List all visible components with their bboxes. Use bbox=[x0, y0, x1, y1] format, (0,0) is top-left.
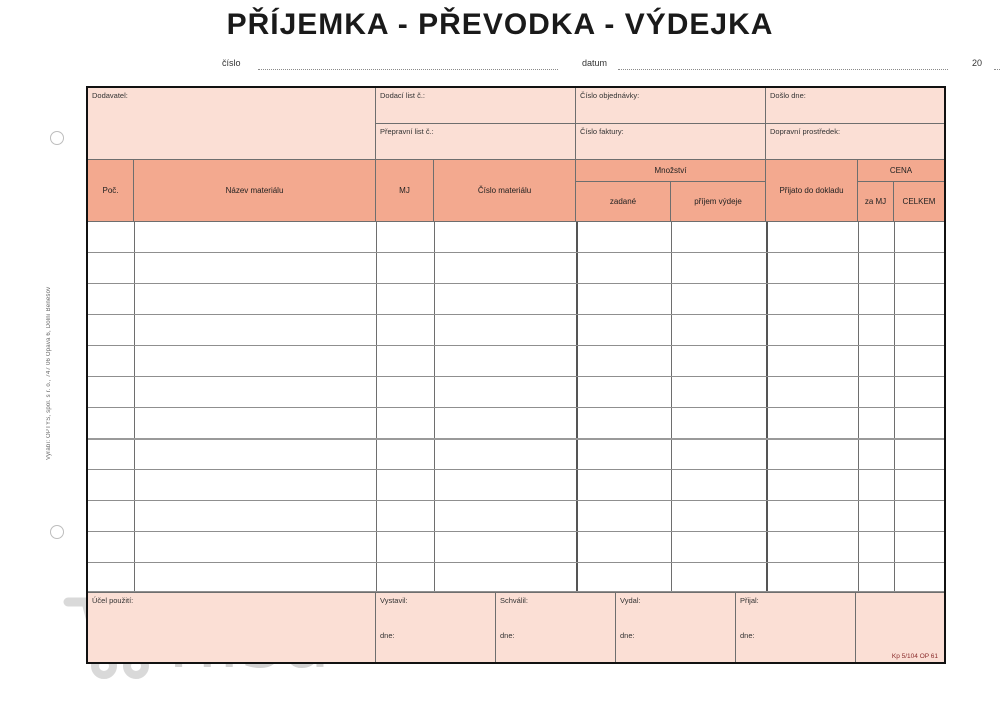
col-header-mj-label: MJ bbox=[399, 186, 410, 195]
col-header-cena bbox=[858, 160, 944, 182]
table-row[interactable] bbox=[88, 252, 944, 253]
cislo-input[interactable] bbox=[258, 69, 558, 70]
table-row[interactable] bbox=[88, 283, 944, 284]
side-note: Vyrábí: OPTYS, spol. s r. o., 747 06 Opava 6, Dolní Benešov bbox=[46, 286, 52, 460]
rok-label: 20 bbox=[972, 58, 983, 68]
col-header-cislo-materialu bbox=[434, 160, 576, 222]
field-ucel-pouziti[interactable] bbox=[88, 592, 376, 662]
col-header-mnozstvi-label: Množství bbox=[654, 166, 687, 175]
field-dodaci-list-label: Dodací list č.: bbox=[380, 91, 426, 100]
field-dopravni-prostredek[interactable] bbox=[766, 124, 944, 160]
table-row[interactable] bbox=[88, 438, 944, 440]
col-header-nazev-label: Název materiálu bbox=[225, 186, 284, 195]
field-prijal-date-label: dne: bbox=[740, 631, 755, 640]
col-header-mj bbox=[376, 160, 434, 222]
field-doslo-dne[interactable] bbox=[766, 88, 944, 124]
table-row[interactable] bbox=[88, 376, 944, 377]
col-header-cena-za-mj-label: za MJ bbox=[864, 197, 887, 206]
field-dodavatel[interactable] bbox=[88, 88, 376, 160]
col-header-cena-celkem bbox=[894, 182, 944, 222]
field-vystavil-label: Vystavil: bbox=[380, 596, 408, 605]
datum-input[interactable] bbox=[618, 69, 948, 70]
meta-line bbox=[200, 56, 983, 74]
table-row[interactable] bbox=[88, 531, 944, 532]
cislo-label: číslo bbox=[222, 58, 241, 68]
field-vystavil-date-label: dne: bbox=[380, 631, 395, 640]
col-header-poc-label: Poč. bbox=[102, 186, 119, 195]
table-row[interactable] bbox=[88, 407, 944, 408]
form-frame bbox=[86, 86, 946, 664]
field-cislo-faktury-label: Číslo faktury: bbox=[580, 127, 624, 136]
field-prepravni-list[interactable] bbox=[376, 124, 576, 160]
col-header-prijato bbox=[766, 160, 858, 222]
col-header-cena-za-mj bbox=[858, 182, 894, 222]
field-ucel-pouziti-label: Účel použití: bbox=[92, 596, 134, 605]
col-header-cena-label: CENA bbox=[889, 166, 913, 175]
table-row[interactable] bbox=[88, 314, 944, 315]
field-cislo-objednavky[interactable] bbox=[576, 88, 766, 124]
field-vydal[interactable] bbox=[616, 592, 736, 662]
field-schvalil[interactable] bbox=[496, 592, 616, 662]
field-schvalil-date-label: dne: bbox=[500, 631, 515, 640]
field-prijal[interactable] bbox=[736, 592, 856, 662]
field-dodavatel-label: Dodavatel: bbox=[92, 91, 128, 100]
punch-hole-bottom bbox=[50, 525, 64, 539]
field-vydal-label: Vydal: bbox=[620, 596, 641, 605]
col-header-cena-celkem-label: CELKEM bbox=[902, 197, 936, 206]
col-header-prijato-label: Přijato do dokladu bbox=[779, 186, 844, 195]
table-row[interactable] bbox=[88, 500, 944, 501]
table-row[interactable] bbox=[88, 345, 944, 346]
col-header-mnozstvi-prijem-label: příjem výdeje bbox=[694, 197, 742, 206]
col-header-poc bbox=[88, 160, 134, 222]
field-prijal-label: Přijal: bbox=[740, 596, 759, 605]
field-cislo-objednavky-label: Číslo objednávky: bbox=[580, 91, 640, 100]
col-header-cislo-materialu-label: Číslo materiálu bbox=[477, 186, 532, 195]
col-header-mnozstvi-zadane-label: zadané bbox=[609, 197, 637, 206]
field-cislo-faktury[interactable] bbox=[576, 124, 766, 160]
table-row[interactable] bbox=[88, 562, 944, 563]
field-vystavil[interactable] bbox=[376, 592, 496, 662]
field-vydal-date-label: dne: bbox=[620, 631, 635, 640]
col-header-nazev bbox=[134, 160, 376, 222]
datum-label: datum bbox=[582, 58, 608, 68]
field-dodaci-list[interactable] bbox=[376, 88, 576, 124]
col-header-mnozstvi bbox=[576, 160, 766, 182]
table-body bbox=[88, 222, 944, 592]
rok-input[interactable] bbox=[994, 69, 1000, 70]
table-row[interactable] bbox=[88, 469, 944, 470]
field-doslo-dne-label: Došlo dne: bbox=[770, 91, 806, 100]
field-prepravni-list-label: Přepravní list č.: bbox=[380, 127, 434, 136]
page-title: PŘÍJEMKA - PŘEVODKA - VÝDEJKA bbox=[226, 8, 774, 41]
col-header-mnozstvi-zadane bbox=[576, 182, 671, 222]
field-dopravni-prostredek-label: Dopravní prostředek: bbox=[770, 127, 841, 136]
footer-code: Kp 5/104 OP 61 bbox=[891, 653, 938, 660]
col-header-mnozstvi-prijem bbox=[671, 182, 766, 222]
field-footer-blank[interactable] bbox=[856, 592, 944, 662]
field-schvalil-label: Schválil: bbox=[500, 596, 528, 605]
punch-hole-top bbox=[50, 131, 64, 145]
